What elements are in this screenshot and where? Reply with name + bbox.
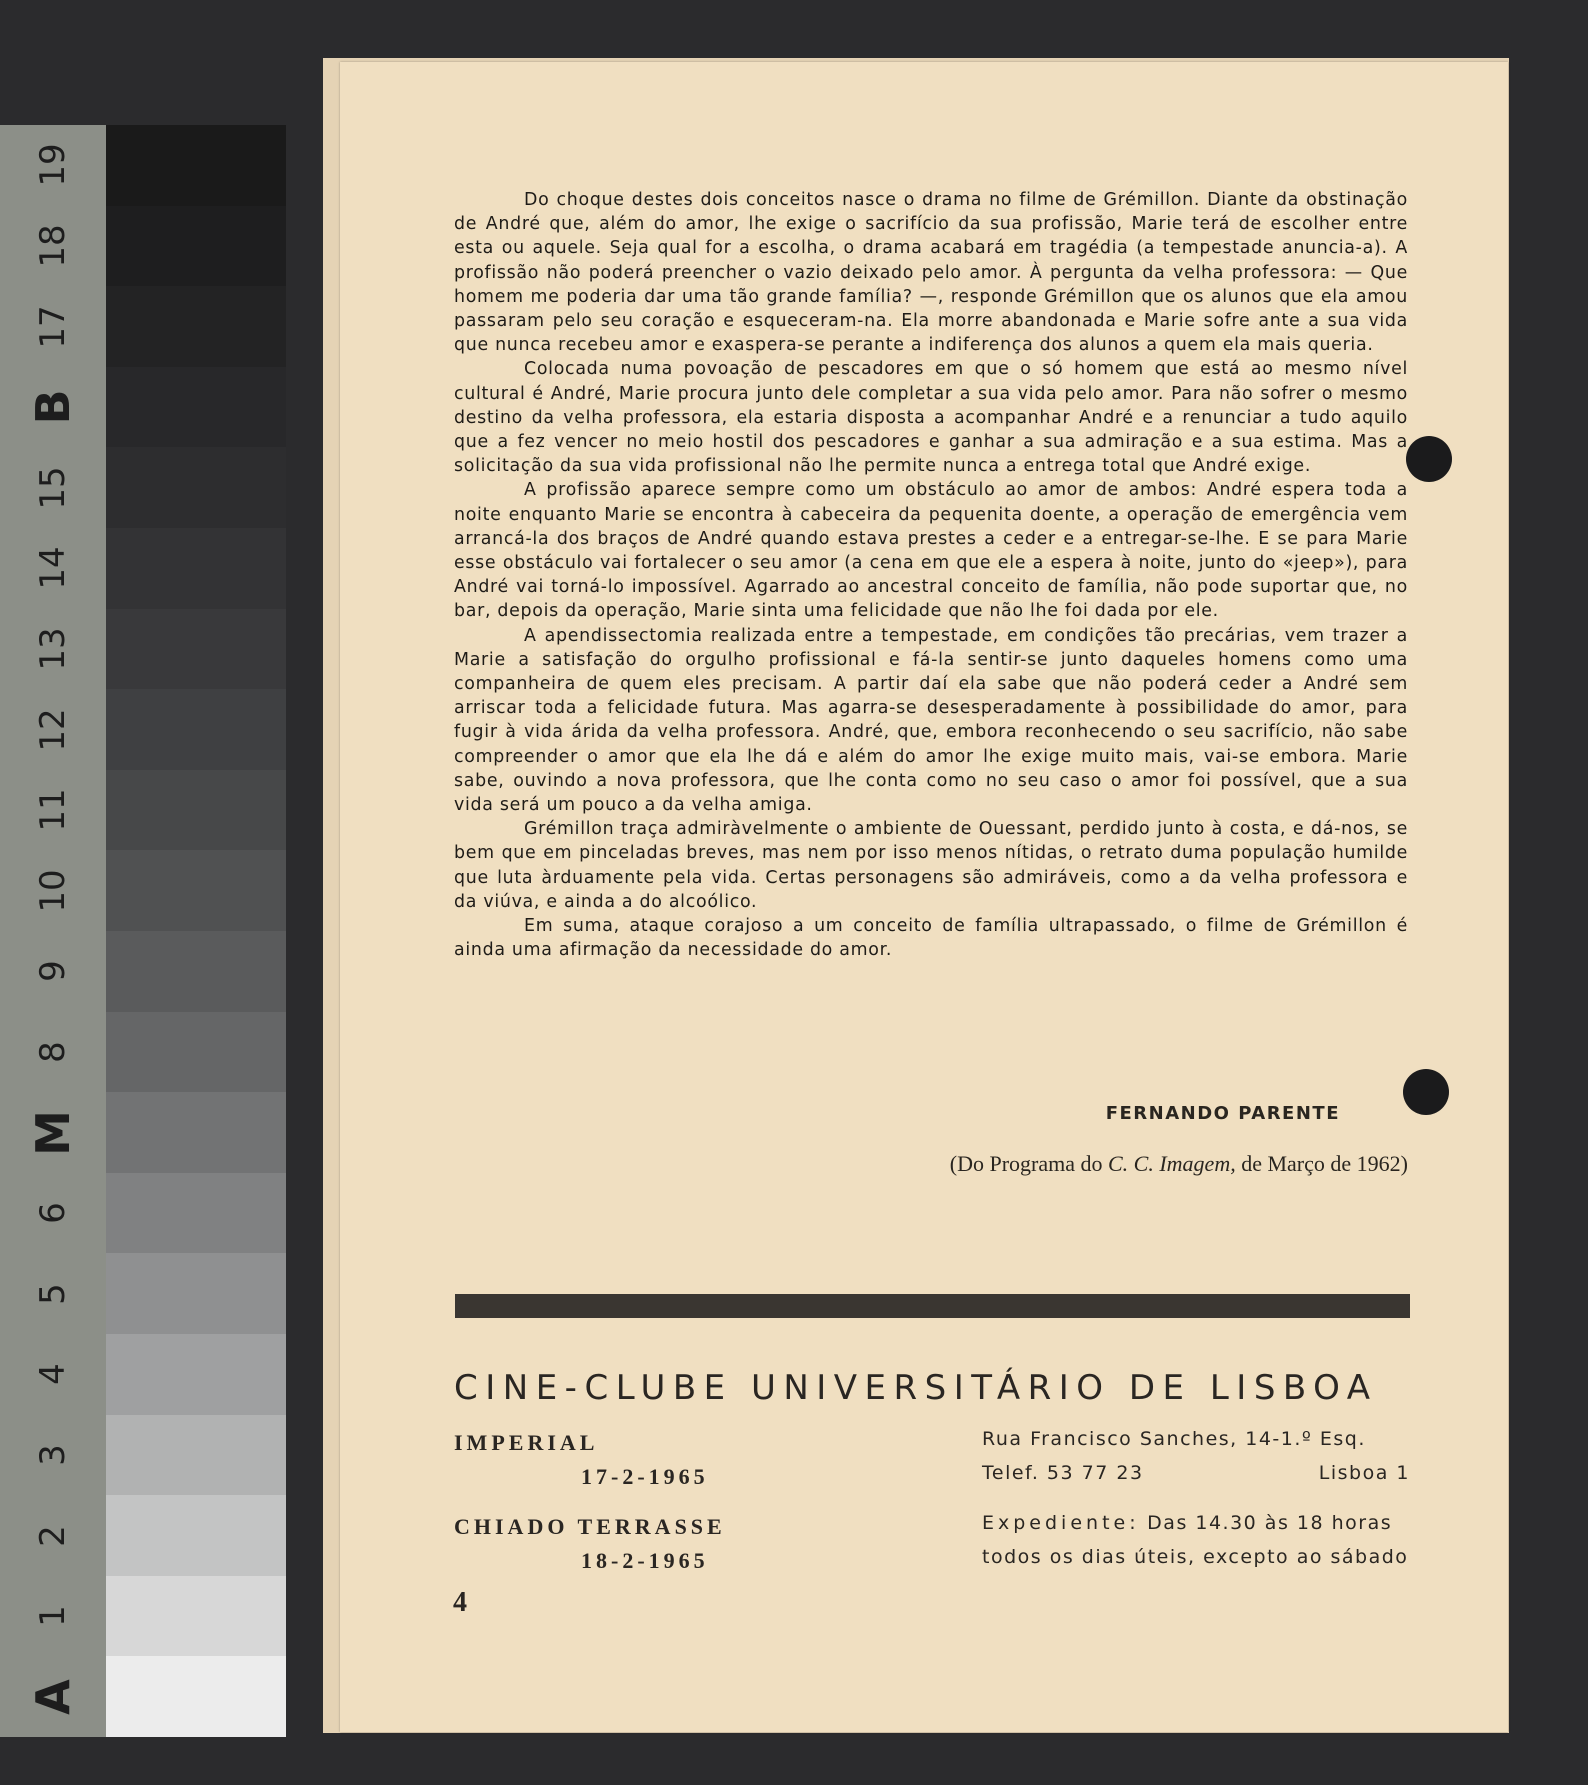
article-paragraph: A profissão aparece sempre como um obstáculo ao amor de ambos: André espera toda a noite enquanto Marie se encontra à cabeceira da pequenita doente, a operação de emergência vem arrancá-la dos braços de André quando estava prestes a ceder e a entregar-se-lhe. E se para Marie esse obstáculo vai fortalecer o seu amor (a cena em que ele a espera à noite, junto do «jeep»), para André vai torná-lo impossível. Agarrado ao ancestral conceito de família, não pode suportar que, no bar, depois da operação, Marie sinta uma felicidade que não lhe foi dada por ele. bbox=[454, 480, 1408, 622]
calibration-patch bbox=[106, 850, 286, 931]
calibration-patch bbox=[106, 931, 286, 1012]
club-name: CINE-CLUBE UNIVERSITÁRIO DE LISBOA bbox=[454, 1368, 1378, 1408]
calibration-patch bbox=[106, 1576, 286, 1657]
calibration-label: 6 bbox=[33, 1202, 73, 1224]
calibration-label: 15 bbox=[33, 466, 73, 510]
club-days: todos os dias úteis, excepto ao sábado bbox=[982, 1546, 1409, 1568]
club-city: Lisboa 1 bbox=[1318, 1462, 1410, 1484]
article-paragraph: Em suma, ataque corajoso a um conceito de família ultrapassado, o filme de Grémillon é ainda uma afirmação da necessidade do amor. bbox=[454, 916, 1408, 961]
calibration-patch bbox=[106, 1012, 286, 1093]
article-paragraph: A apendissectomia realizada entre a tempestade, em condições tão precárias, vem trazer a Marie a satisfação do orgulho profissional e fá-la sentir-se junto daqueles homens como uma companheira de quem eles precisam. A partir daí ela sabe que não poderá ceder a André sem arriscar toda a felicidade futura. Mas agarra-se desesperadamente à possibilidade do amor, para fugir à vida árida da velha professora. André, que, embora reconhecendo o seu sacrifício, não sabe compreender o amor que ela lhe dá e além do amor lhe exige muito mais, vai-se embora. Marie sabe, ouvindo a nova professora, que lhe conta como no seu caso o amor foi possível, que a sua vida será um pouco a da velha amiga. bbox=[454, 625, 1408, 816]
club-phone: Telef. 53 77 23 bbox=[982, 1462, 1144, 1484]
calibration-patch bbox=[106, 206, 286, 287]
calibration-label: B bbox=[26, 389, 80, 425]
venue-date-chiado: 18-2-1965 bbox=[581, 1548, 709, 1573]
calibration-patch bbox=[106, 1253, 286, 1334]
calibration-patch bbox=[106, 528, 286, 609]
calibration-scale-labels bbox=[0, 125, 106, 1737]
calibration-label: 1 bbox=[33, 1605, 73, 1627]
source-suffix: de Março de 1962) bbox=[1235, 1151, 1408, 1176]
calibration-patch bbox=[106, 1173, 286, 1254]
calibration-gray-patches bbox=[106, 125, 286, 1737]
calibration-patch bbox=[106, 609, 286, 690]
page-number: 4 bbox=[453, 1587, 467, 1618]
calibration-patch bbox=[106, 125, 286, 206]
hours-label: Expediente: bbox=[982, 1512, 1140, 1534]
calibration-label: 17 bbox=[33, 304, 73, 349]
calibration-label: 2 bbox=[33, 1524, 73, 1547]
article-source bbox=[700, 1151, 1408, 1177]
source-prefix: (Do Programa do bbox=[949, 1151, 1108, 1176]
calibration-patch bbox=[106, 1495, 286, 1576]
venue-date-imperial: 17-2-1965 bbox=[581, 1464, 709, 1489]
calibration-patch bbox=[106, 447, 286, 528]
calibration-label: 9 bbox=[33, 960, 73, 983]
calibration-label: 19 bbox=[33, 143, 73, 187]
divider-bar bbox=[455, 1294, 1410, 1318]
punch-hole-top bbox=[1406, 436, 1452, 482]
calibration-patch bbox=[106, 367, 286, 448]
color-calibration-strip bbox=[0, 125, 286, 1737]
calibration-label: M bbox=[26, 1109, 80, 1156]
calibration-patch bbox=[106, 1415, 286, 1496]
article-body bbox=[454, 188, 1408, 963]
calibration-patch bbox=[106, 770, 286, 851]
venue-name-imperial: IMPERIAL bbox=[454, 1430, 599, 1455]
calibration-label: A bbox=[26, 1678, 80, 1715]
article-paragraph: Colocada numa povoação de pescadores em que o só homem que está ao mesmo nível cultural é André, Marie procura junto dele completar a sua vida pelo amor. Para não sofrer o mesmo destino da velha professora, ela estaria disposta a acompanhar André e a renunciar a tudo aquilo que a fez vencer no meio hostil dos pescadores e ganhar a sua admiração e a sua estima. Mas a solicitação da sua vida profissional não lhe permite nunca a entrega total que André exige. bbox=[454, 359, 1408, 477]
calibration-label: 12 bbox=[33, 707, 73, 752]
article-author: FERNANDO PARENTE bbox=[1105, 1103, 1340, 1124]
calibration-label: 3 bbox=[33, 1444, 73, 1466]
calibration-label: 4 bbox=[33, 1363, 73, 1386]
hours-value: Das 14.30 às 18 horas bbox=[1139, 1512, 1393, 1534]
club-hours bbox=[982, 1512, 1392, 1534]
calibration-label: 11 bbox=[33, 788, 73, 832]
punch-hole-bottom bbox=[1403, 1069, 1449, 1115]
calibration-patch bbox=[106, 1656, 286, 1737]
calibration-patch bbox=[106, 689, 286, 770]
calibration-label: 13 bbox=[33, 627, 73, 671]
calibration-label: 18 bbox=[33, 224, 73, 268]
calibration-patch bbox=[106, 1092, 286, 1173]
article-paragraph: Do choque destes dois conceitos nasce o drama no filme de Grémillon. Diante da obstinação de André que, além do amor, lhe exige o sacrifício da sua profissão, Marie terá de escolher entre esta ou aquele. Seja qual for a escolha, o drama acabará em tragédia (a tempestade anuncia-a). A profissão não poderá preencher o vazio deixado pelo amor. À pergunta da velha professora: — Que homem me poderia dar uma tão grande família? —, responde Grémillon que os alunos que ela amou passaram pelo seu coração e esqueceram-na. Ela morre abandonada e Marie sofre ante a sua vida que nunca recebeu amor e exaspera-se perante a indiferença dos alunos a quem ela mais queria. bbox=[454, 190, 1408, 356]
venue-name-chiado: CHIADO TERRASSE bbox=[454, 1514, 726, 1539]
calibration-label: 5 bbox=[33, 1282, 73, 1305]
calibration-label: 14 bbox=[33, 546, 73, 590]
club-address: Rua Francisco Sanches, 14-1.º Esq. bbox=[982, 1428, 1366, 1450]
calibration-patch bbox=[106, 286, 286, 367]
calibration-patch bbox=[106, 1334, 286, 1415]
source-publication: C. C. Imagem, bbox=[1108, 1151, 1236, 1176]
calibration-label: 10 bbox=[33, 869, 73, 913]
calibration-label: 8 bbox=[33, 1041, 73, 1063]
article-paragraph: Grémillon traça admiràvelmente o ambiente de Ouessant, perdido junto à costa, e dá-nos, se bem que em pinceladas breves, mas nem por isso menos nítidas, o retrato duma população humilde que luta àrduamente pela vida. Certas personagens são admiráveis, como a da velha professora e da viúva, e ainda a do alcoólico. bbox=[454, 819, 1408, 912]
